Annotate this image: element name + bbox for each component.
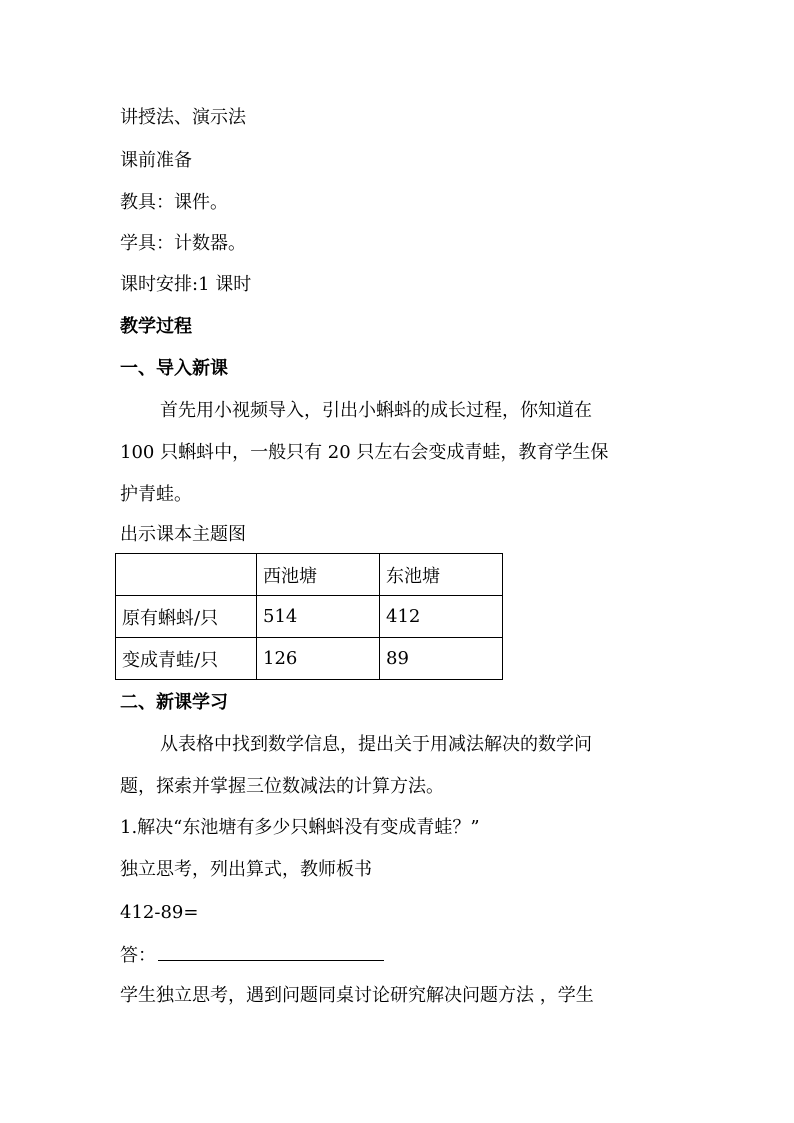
table-row (116, 638, 503, 680)
table-cell: 原有蝌蚪/只 (116, 596, 257, 638)
intro-paragraph-line-3: 护青蛙。 (120, 484, 192, 505)
formula: 412-89= (120, 902, 199, 923)
section2-heading: 二、新课学习 (120, 692, 228, 713)
table-row (116, 596, 503, 638)
section1-heading: 一、导入新课 (120, 358, 228, 379)
learn-paragraph-line-1: 从表格中找到数学信息，提出关于用减法解决的数学问 (160, 734, 592, 755)
table-cell: 412 (380, 596, 503, 638)
table-cell: 89 (380, 638, 503, 680)
table-header-cell: 西池塘 (257, 554, 380, 596)
table-cell: 514 (257, 596, 380, 638)
process-heading: 教学过程 (120, 316, 192, 337)
table-header-row (116, 554, 503, 596)
learn-paragraph-line-2: 题，探索并掌握三位数减法的计算方法。 (120, 776, 444, 797)
intro-paragraph-line-1: 首先用小视频导入，引出小蝌蚪的成长过程，你知道在 (160, 400, 592, 421)
teaching-tools: 教具：课件。 (120, 192, 228, 213)
answer-label: 答： (120, 945, 156, 966)
last-paragraph-line: 学生独立思考，遇到问题同桌讨论研究解决问题方法 ，学生 (120, 985, 594, 1006)
answer-blank (158, 942, 384, 961)
intro-paragraph-line-2: 100 只蝌蚪中，一般只有 20 只左右会变成青蛙，教育学生保 (120, 442, 609, 463)
student-tools: 学具：计数器。 (120, 233, 246, 254)
answer-line (120, 942, 384, 968)
table-cell: 变成青蛙/只 (116, 638, 257, 680)
tadpole-table (115, 553, 503, 680)
preparation-label: 课前准备 (120, 150, 192, 171)
table-cell: 126 (257, 638, 380, 680)
table-header-cell: 东池塘 (380, 554, 503, 596)
think-instruction: 独立思考，列出算式，教师板书 (120, 859, 372, 880)
schedule: 课时安排:1 课时 (120, 274, 252, 295)
question-1: 1.解决“东池塘有多少只蝌蚪没有变成青蛙？” (120, 817, 480, 838)
table-header-cell (116, 554, 257, 596)
teaching-method: 讲授法、演示法 (120, 107, 246, 128)
show-image-label: 出示课本主题图 (120, 524, 246, 545)
